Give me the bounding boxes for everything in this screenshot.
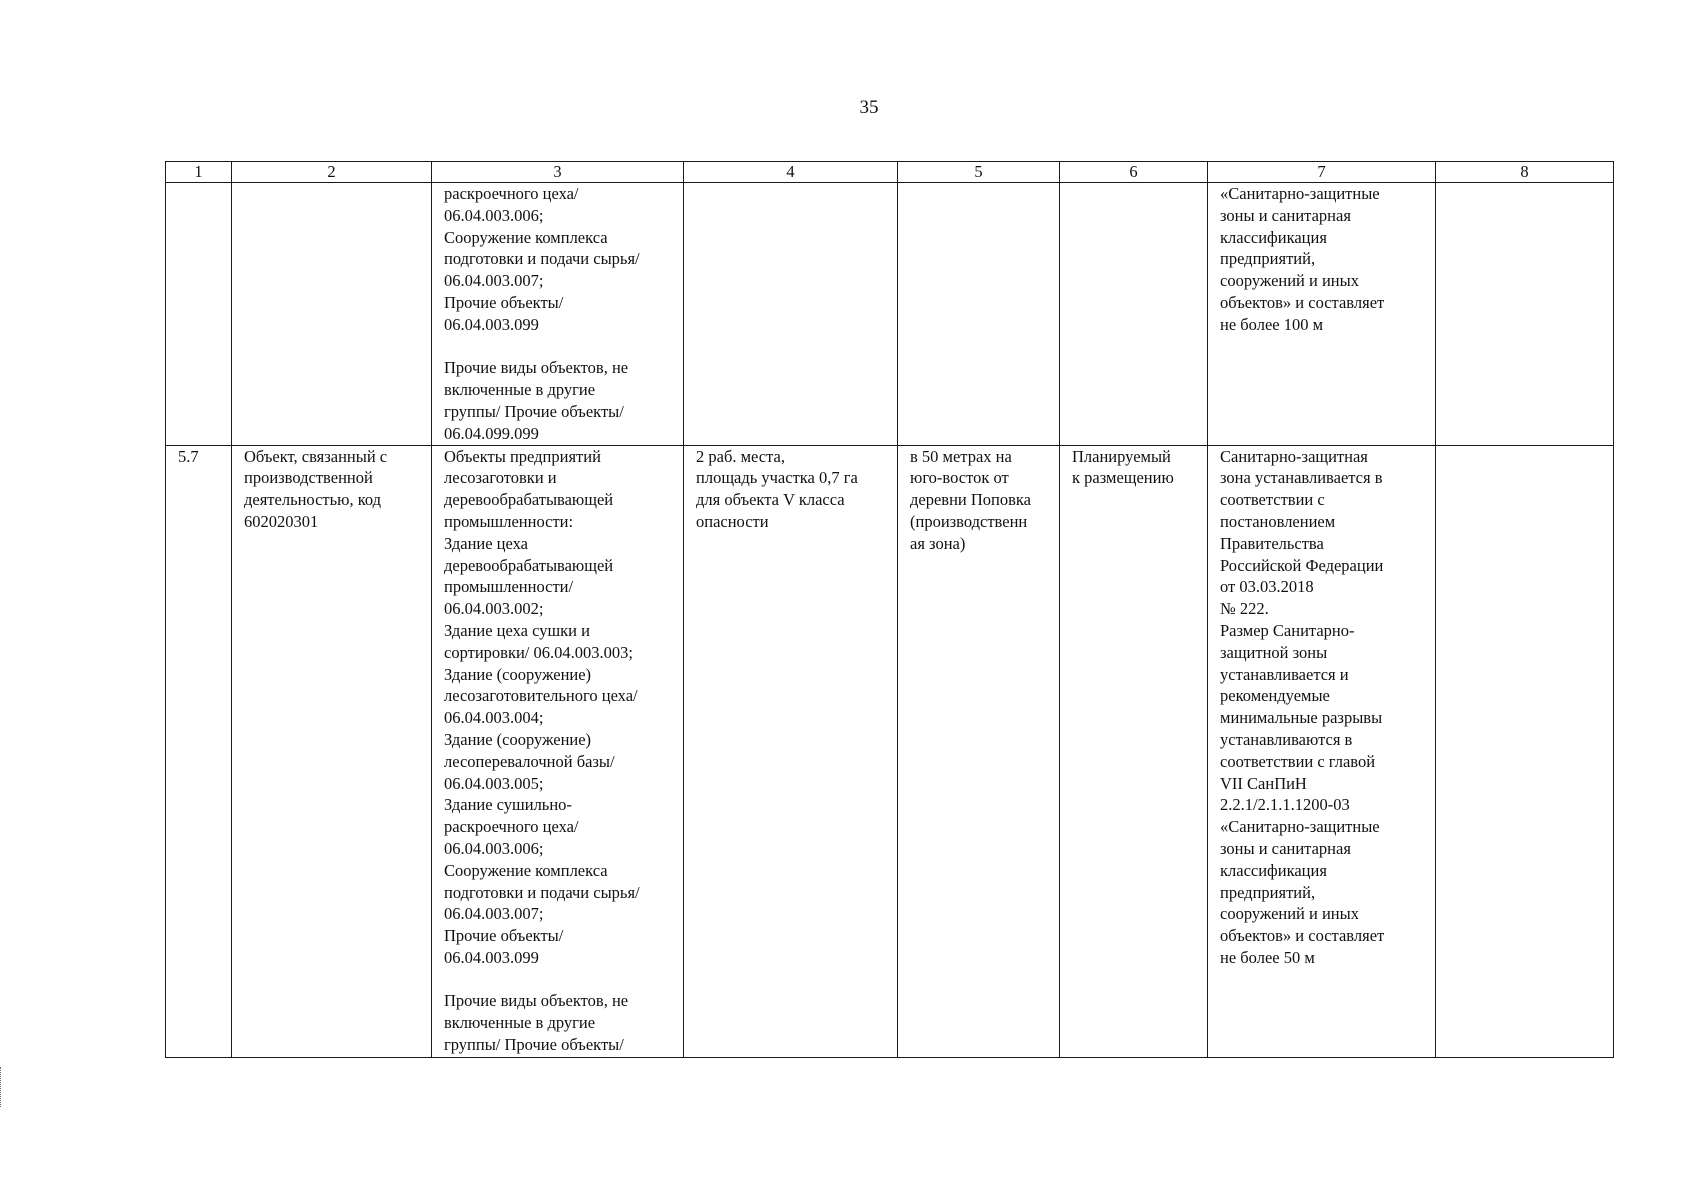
column-header: 2 <box>232 162 432 183</box>
table-row <box>166 445 1614 1057</box>
cell-characteristics <box>684 183 898 446</box>
table-row <box>166 183 1614 446</box>
cell-object-types: Объекты предприятий лесозаготовки и деревообрабатывающей промышленности: Здание цеха деревообрабатывающей промышленности/ 06.04.003.002; Здание цеха сушки и сортировки/ 06.04.003.003; Здание (сооружение) лесозаготовительного цеха/ 06.04.003.004; Здание (сооружение) лесоперевалочной базы/ 06.04.003.005; Здание сушильно- раскроечного цеха/ 06.04.003.006; Сооружение комплекса подготовки и подачи сырья/ 06.04.003.007; Прочие объекты/ 06.04.003.099 Прочие виды объектов, не включенные в другие группы/ Прочие объекты/ <box>432 445 684 1057</box>
column-header: 1 <box>166 162 232 183</box>
table-header-row <box>166 162 1614 183</box>
column-header: 7 <box>1208 162 1436 183</box>
cell-zone-description: Санитарно-защитная зона устанавливается в соответствии с постановлением Правительства Российской Федерации от 03.03.2018 № 222. Размер Санитарно- защитной зоны устанавливается и рекомендуемые минимальные разрывы устанавливаются в соответствии с главой VII СанПиН 2.2.1/2.1.1.1200-03 «Санитарно-защитные зоны и санитарная классификация предприятий, сооружений и иных объектов» и составляет не более 50 м <box>1208 445 1436 1057</box>
cell-object-types: раскроечного цеха/ 06.04.003.006; Сооружение комплекса подготовки и подачи сырья/ 06.04.003.007; Прочие объекты/ 06.04.003.099 Прочие виды объектов, не включенные в другие группы/ Прочие объекты/ 06.04.099.099 <box>432 183 684 446</box>
objects-table <box>165 161 1614 1058</box>
column-header: 5 <box>898 162 1060 183</box>
column-header: 3 <box>432 162 684 183</box>
cell-object-name: Объект, связанный с производственной деятельностью, код 602020301 <box>232 445 432 1057</box>
cell-location: в 50 метрах на юго-восток от деревни Поповка (производственн ая зона) <box>898 445 1060 1057</box>
cell-status: Планируемый к размещению <box>1060 445 1208 1057</box>
column-header: 6 <box>1060 162 1208 183</box>
cell-number <box>166 183 232 446</box>
column-header: 4 <box>684 162 898 183</box>
scan-margin-marks <box>0 1067 5 1107</box>
column-header: 8 <box>1436 162 1614 183</box>
cell-zone-description: «Санитарно-защитные зоны и санитарная классификация предприятий, сооружений и иных объектов» и составляет не более 100 м <box>1208 183 1436 446</box>
cell-number: 5.7 <box>166 445 232 1057</box>
cell-status <box>1060 183 1208 446</box>
cell-location <box>898 183 1060 446</box>
cell-object-name <box>232 183 432 446</box>
page-number: 35 <box>859 97 879 118</box>
cell-notes <box>1436 445 1614 1057</box>
cell-characteristics: 2 раб. места, площадь участка 0,7 га для объекта V класса опасности <box>684 445 898 1057</box>
cell-notes <box>1436 183 1614 446</box>
